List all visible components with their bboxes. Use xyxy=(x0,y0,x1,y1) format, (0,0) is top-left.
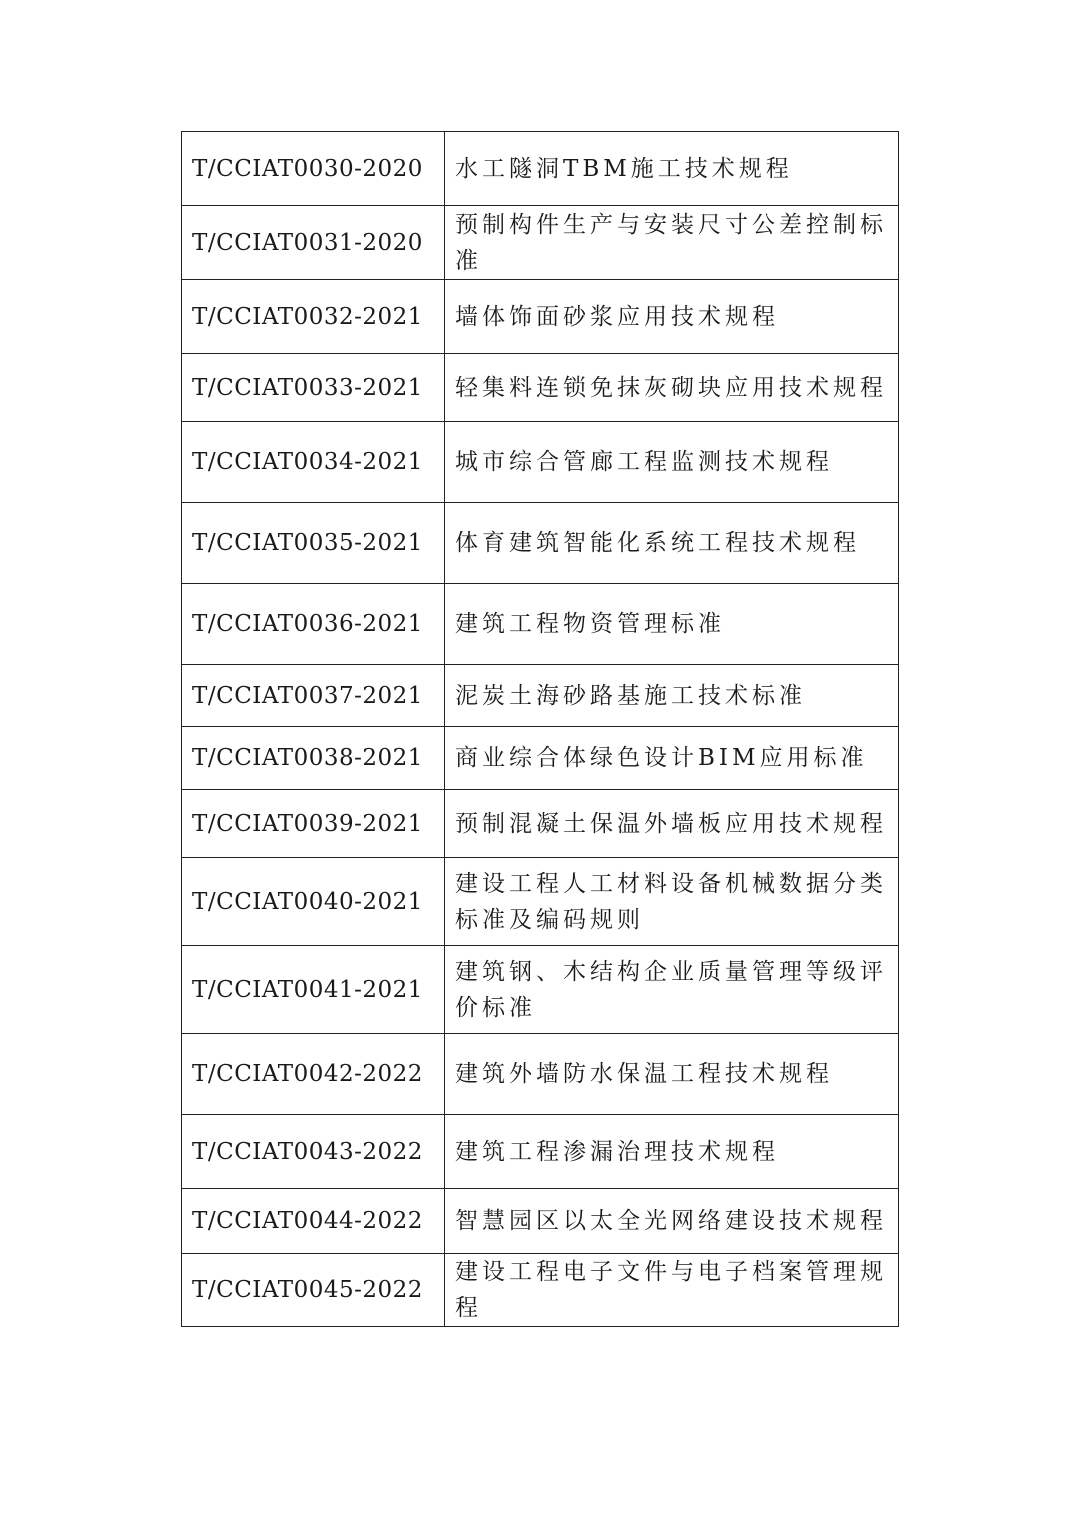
standard-name: 体育建筑智能化系统工程技术规程 xyxy=(445,503,899,584)
table-row xyxy=(182,422,899,503)
table-row xyxy=(182,503,899,584)
standard-code: T/CCIAT0040-2021 xyxy=(182,858,445,946)
standard-code: T/CCIAT0032-2021 xyxy=(182,280,445,354)
standard-code: T/CCIAT0044-2022 xyxy=(182,1189,445,1254)
table-row xyxy=(182,858,899,946)
standard-name: 建筑工程物资管理标准 xyxy=(445,584,899,665)
standard-name: 墙体饰面砂浆应用技术规程 xyxy=(445,280,899,354)
standard-code: T/CCIAT0043-2022 xyxy=(182,1115,445,1189)
standard-code: T/CCIAT0038-2021 xyxy=(182,727,445,790)
standard-name: 水工隧洞TBM施工技术规程 xyxy=(445,132,899,206)
table-row xyxy=(182,584,899,665)
table-row xyxy=(182,790,899,858)
table-row xyxy=(182,665,899,727)
table-row xyxy=(182,206,899,280)
standard-code: T/CCIAT0045-2022 xyxy=(182,1254,445,1327)
standard-code: T/CCIAT0035-2021 xyxy=(182,503,445,584)
table-row xyxy=(182,132,899,206)
standard-code: T/CCIAT0031-2020 xyxy=(182,206,445,280)
table-row xyxy=(182,1034,899,1115)
table-row xyxy=(182,354,899,422)
standard-name: 轻集料连锁免抹灰砌块应用技术规程 xyxy=(445,354,899,422)
standard-name: 建设工程电子文件与电子档案管理规程 xyxy=(445,1254,899,1327)
standard-name: 城市综合管廊工程监测技术规程 xyxy=(445,422,899,503)
standard-name: 智慧园区以太全光网络建设技术规程 xyxy=(445,1189,899,1254)
standard-name: 预制混凝土保温外墙板应用技术规程 xyxy=(445,790,899,858)
standard-code: T/CCIAT0030-2020 xyxy=(182,132,445,206)
standard-code: T/CCIAT0037-2021 xyxy=(182,665,445,727)
standard-name: 建筑工程渗漏治理技术规程 xyxy=(445,1115,899,1189)
table-row xyxy=(182,946,899,1034)
standards-table xyxy=(181,131,899,1327)
standard-name: 泥炭土海砂路基施工技术标准 xyxy=(445,665,899,727)
table-row xyxy=(182,1115,899,1189)
standard-code: T/CCIAT0041-2021 xyxy=(182,946,445,1034)
standard-name: 建筑外墙防水保温工程技术规程 xyxy=(445,1034,899,1115)
standard-code: T/CCIAT0034-2021 xyxy=(182,422,445,503)
table-row xyxy=(182,1189,899,1254)
standard-name: 预制构件生产与安装尺寸公差控制标准 xyxy=(445,206,899,280)
table-row xyxy=(182,280,899,354)
table-row xyxy=(182,1254,899,1327)
standard-name: 建筑钢、木结构企业质量管理等级评价标准 xyxy=(445,946,899,1034)
standard-name: 建设工程人工材料设备机械数据分类标准及编码规则 xyxy=(445,858,899,946)
standard-name: 商业综合体绿色设计BIM应用标准 xyxy=(445,727,899,790)
standard-code: T/CCIAT0042-2022 xyxy=(182,1034,445,1115)
table-row xyxy=(182,727,899,790)
standard-code: T/CCIAT0036-2021 xyxy=(182,584,445,665)
standard-code: T/CCIAT0033-2021 xyxy=(182,354,445,422)
standard-code: T/CCIAT0039-2021 xyxy=(182,790,445,858)
